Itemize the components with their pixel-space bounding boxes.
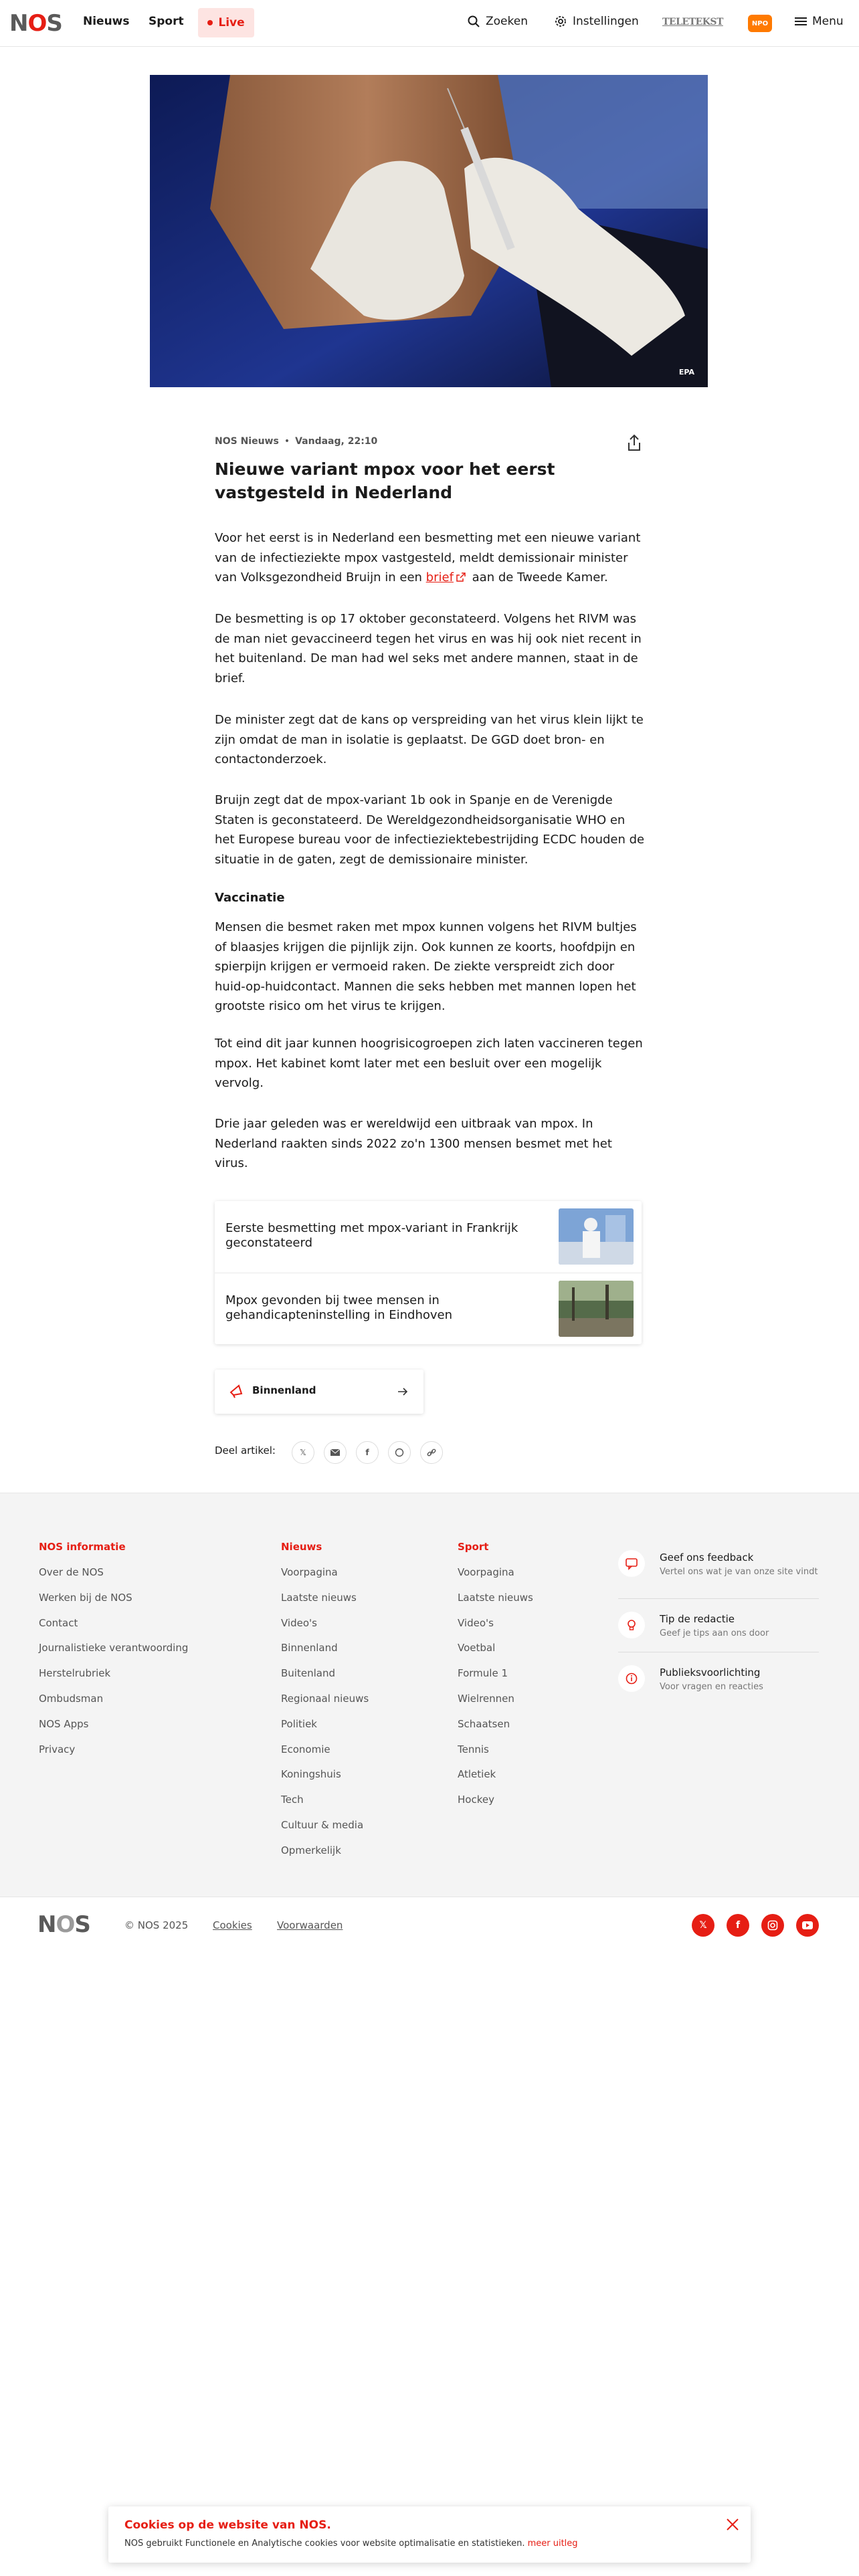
x-social-button[interactable]	[692, 1914, 714, 1937]
related-article[interactable]	[215, 1201, 642, 1272]
nav-sport[interactable]: Sport	[149, 15, 184, 28]
hero-image	[150, 75, 708, 387]
info-icon	[618, 1665, 645, 1692]
hamburger-icon	[795, 16, 807, 27]
related-article[interactable]	[215, 1273, 642, 1344]
related-articles	[215, 1201, 642, 1344]
cookie-text	[124, 2539, 578, 2549]
article-paragraph-4: Bruijn zegt dat de mpox-variant 1b ook in Spanje en de Verenigde Staten is geconstateerd. De Wereldgezondheidsorganisatie WHO en het Europese bureau voor de infectieziektebestrijding ECDC houden de situatie in de gaten, zegt de demissionaire minister.	[215, 793, 645, 867]
p1-text-end: aan de Tweede Kamer.	[468, 570, 608, 584]
photo-credit: EPA	[678, 368, 694, 377]
lightbulb-icon	[618, 1612, 645, 1638]
footer-link[interactable]: Opmerkelijk	[281, 1844, 341, 1856]
gear-icon	[554, 15, 567, 28]
footer-column-nieuws	[281, 1541, 369, 1870]
footer-column-nos-informatie	[39, 1541, 188, 1768]
footer-link[interactable]: Journalistieke verantwoording	[39, 1642, 189, 1654]
cookie-banner	[108, 2506, 751, 2563]
related-title: Eerste besmetting met mpox-variant in Frankrijk geconstateerd	[225, 1221, 518, 1250]
article-date: Vandaag, 22:10	[295, 436, 378, 447]
external-link-icon	[456, 572, 466, 582]
feedback-title: Geef ons feedback	[660, 1551, 754, 1564]
facebook-social-button[interactable]	[727, 1914, 749, 1937]
npo-logo[interactable]: NPO	[748, 15, 772, 32]
cookie-body: NOS gebruikt Functionele en Analytische cookies voor website optimalisatie en statistieken.	[124, 2539, 528, 2549]
footer-link[interactable]: Voorpagina	[281, 1566, 338, 1578]
info-subtitle: Voor vragen en reacties	[660, 1682, 763, 1692]
footer-column-title: NOS informatie	[39, 1541, 126, 1553]
mail-icon	[330, 1449, 340, 1456]
settings-button[interactable]	[554, 15, 639, 28]
footer-link[interactable]: Wielrennen	[458, 1692, 514, 1705]
whatsapp-icon	[395, 1448, 404, 1457]
article-paragraph-2: De besmetting is op 17 oktober geconstateerd. Volgens het RIVM was de man niet gevaccineerd tegen het virus en was hij ook niet recent in het buitenland. De man had wel seks met andere mannen, staat in de brief.	[215, 612, 642, 685]
cookie-title: Cookies op de website van NOS.	[124, 2518, 331, 2532]
search-button[interactable]	[467, 15, 528, 28]
article-meta	[215, 436, 377, 447]
nav-nieuws[interactable]: Nieuws	[83, 15, 130, 28]
instagram-icon	[767, 1920, 778, 1931]
footer-link[interactable]: Tennis	[458, 1743, 489, 1755]
feedback-subtitle: Vertel ons wat je van onze site vindt	[660, 1567, 818, 1577]
youtube-icon	[802, 1921, 813, 1929]
footer-link[interactable]: Koningshuis	[281, 1768, 341, 1781]
tip-title: Tip de redactie	[660, 1613, 735, 1625]
share-facebook-button[interactable]	[356, 1441, 379, 1464]
footer-link[interactable]: Politiek	[281, 1717, 317, 1730]
footer-link[interactable]: Ombudsman	[39, 1692, 104, 1705]
info-title: Publieksvoorlichting	[660, 1667, 761, 1679]
footer-link[interactable]: Economie	[281, 1743, 330, 1755]
share-whatsapp-button[interactable]	[388, 1441, 411, 1464]
footer-link[interactable]: Laatste nieuws	[458, 1591, 533, 1604]
instagram-social-button[interactable]	[761, 1914, 784, 1937]
footer-link[interactable]: Video's	[458, 1616, 494, 1629]
facebook-icon: f	[365, 1448, 369, 1457]
footer-column-sport	[458, 1541, 533, 1819]
p1-text: Voor het eerst is in Nederland een besmetting met een nieuwe variant van de infectieziekte mpox vastgesteld, meldt demissionair minister van Volksgezondheid Bruijn in een	[215, 531, 641, 584]
article-paragraph-3: De minister zegt dat de kans op verspreiding van het virus klein lijkt te zijn omdat de man in isolatie is geplaatst. De GGD doet bron- en contactonderzoek.	[215, 713, 644, 766]
article-paragraph-6: Tot eind dit jaar kunnen hoogrisicogroepen zich laten vaccineren tegen mpox. Het kabinet komt later met een besluit over een mogelijk vervolg.	[215, 1037, 643, 1090]
nos-logo[interactable]: NOS	[9, 10, 62, 37]
article-source: NOS Nieuws	[215, 436, 279, 447]
footer-link[interactable]: Regionaal nieuws	[281, 1692, 369, 1705]
footer-link[interactable]: NOS Apps	[39, 1717, 89, 1730]
live-label: Live	[218, 16, 245, 29]
site-header	[0, 0, 859, 47]
footer-link[interactable]: Schaatsen	[458, 1717, 510, 1730]
facebook-icon: f	[735, 1920, 741, 1931]
x-icon: 𝕏	[699, 1920, 707, 1931]
x-icon: 𝕏	[300, 1448, 306, 1457]
category-label: Binnenland	[252, 1384, 316, 1396]
search-icon	[467, 15, 480, 28]
brief-link[interactable]: brief	[425, 570, 454, 584]
article-paragraph-7: Drie jaar geleden was er wereldwijd een uitbraak van mpox. In Nederland raakten sinds 2022 zo'n 1300 mensen besmet met het virus.	[215, 1117, 612, 1170]
footer-link[interactable]: Tech	[281, 1794, 304, 1806]
footer-link[interactable]: Hockey	[458, 1794, 494, 1806]
search-label: Zoeken	[486, 15, 528, 28]
meta-dot: •	[284, 436, 290, 447]
related-title: Mpox gevonden bij twee mensen in gehandicapteninstelling in Eindhoven	[225, 1293, 453, 1322]
subheading-vaccinatie: Vaccinatie	[215, 891, 285, 905]
footer-divider	[618, 1598, 819, 1599]
category-link-binnenland[interactable]	[215, 1370, 423, 1414]
footer-link[interactable]: Laatste nieuws	[281, 1591, 357, 1604]
share-link-button[interactable]	[420, 1441, 443, 1464]
footer-link[interactable]: Binnenland	[281, 1642, 338, 1654]
footer-column-title: Sport	[458, 1541, 489, 1553]
footer-link[interactable]: Voorpagina	[458, 1566, 514, 1578]
live-dot-icon	[207, 20, 213, 25]
share-label: Deel artikel:	[215, 1444, 276, 1457]
footer-link[interactable]: Cultuur & media	[281, 1818, 364, 1831]
share-x-button[interactable]	[292, 1441, 314, 1464]
arrow-right-icon	[397, 1386, 409, 1398]
menu-button[interactable]	[795, 15, 844, 28]
footer-link[interactable]: Werken bij de NOS	[39, 1591, 132, 1604]
article-title: Nieuwe variant mpox voor het eerst vastgesteld in Nederland	[215, 459, 555, 502]
tip-subtitle: Geef je tips aan ons door	[660, 1628, 769, 1638]
footer-link[interactable]: Buitenland	[281, 1667, 335, 1680]
voorwaarden-link[interactable]: Voorwaarden	[277, 1919, 343, 1931]
footer-nos-logo[interactable]: NOS	[37, 1911, 90, 1938]
footer-link[interactable]: Atletiek	[458, 1768, 496, 1781]
footer-link[interactable]: Over de NOS	[39, 1566, 104, 1578]
copyright: © NOS 2025	[124, 1919, 189, 1931]
footer-link[interactable]: Herstelrubriek	[39, 1667, 111, 1680]
vaccination-photo	[150, 75, 708, 387]
cookies-link[interactable]: Cookies	[213, 1919, 252, 1931]
share-icon[interactable]	[626, 433, 642, 452]
close-icon[interactable]	[725, 2517, 740, 2532]
teletekst-link[interactable]: TELETEKST	[662, 17, 723, 27]
footer-link[interactable]: Voetbal	[458, 1642, 496, 1654]
megaphone-icon	[228, 1383, 244, 1399]
cookie-more-link[interactable]: meer uitleg	[527, 2539, 578, 2549]
share-email-button[interactable]	[324, 1441, 347, 1464]
youtube-social-button[interactable]	[796, 1914, 819, 1937]
related-thumbnail	[559, 1208, 634, 1265]
footer-link[interactable]: Formule 1	[458, 1667, 508, 1680]
footer-link[interactable]: Privacy	[39, 1743, 76, 1755]
article-paragraph-1	[215, 528, 646, 588]
article-paragraph-5: Mensen die besmet raken met mpox kunnen volgens het RIVM bultjes of blaasjes krijgen die pijnlijk zijn. Ook kunnen ze koorts, hoofdpijn en spierpijn krijgen er vermoeid raken. De ziekte verspreidt zich door huid-op-huidcontact. Mannen die seks hebben met mannen lopen het grootste risico om het virus te krijgen.	[215, 920, 637, 1013]
footer-column-title: Nieuws	[281, 1541, 322, 1553]
footer-link[interactable]: Video's	[281, 1616, 317, 1629]
settings-label: Instellingen	[573, 15, 639, 28]
link-icon	[427, 1448, 436, 1457]
feedback-icon	[618, 1550, 645, 1577]
menu-label: Menu	[812, 15, 844, 28]
related-thumbnail	[559, 1281, 634, 1337]
footer-link[interactable]: Contact	[39, 1616, 78, 1629]
live-button[interactable]	[198, 8, 254, 37]
